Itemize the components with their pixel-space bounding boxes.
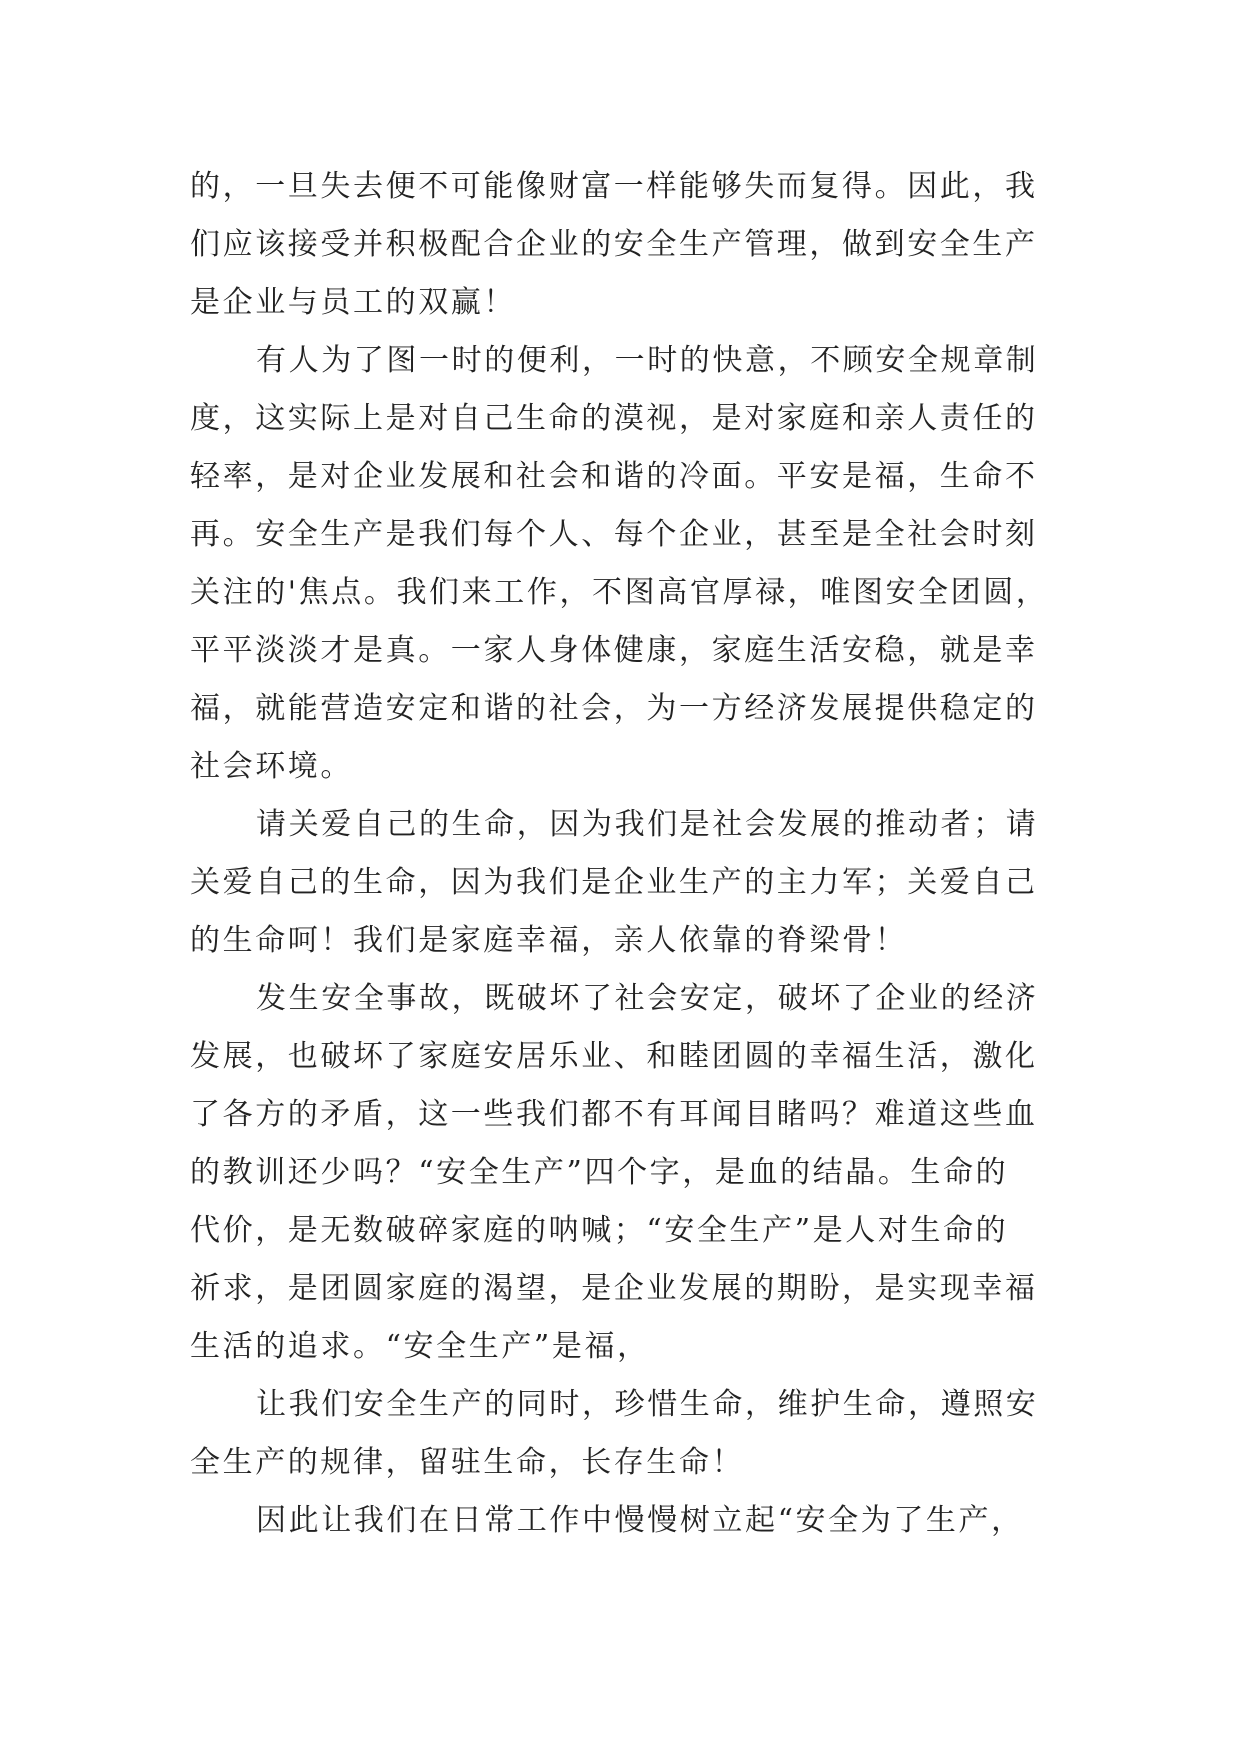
paragraph-1 — [190, 158, 1050, 332]
paragraph-line: 轻率，是对企业发展和社会和谐的冷面。平安是福，生命不 — [190, 459, 1038, 494]
paragraph-line: 祈求，是团圆家庭的渴望，是企业发展的期盼，是实现幸福 — [190, 1271, 1038, 1306]
paragraph-line: 的教训还少吗？“安全生产”四个字，是血的结晶。生命的 — [190, 1155, 1009, 1190]
paragraph-line: 再。安全生产是我们每个人、每个企业，甚至是全社会时刻 — [190, 517, 1038, 552]
paragraph-line: 的，一旦失去便不可能像财富一样能够失而复得。因此，我 — [190, 169, 1038, 204]
paragraph-line: 平平淡淡才是真。一家人身体健康，家庭生活安稳，就是幸 — [190, 633, 1038, 668]
paragraph-line: 福，就能营造安定和谐的社会，为一方经济发展提供稳定的 — [190, 691, 1038, 726]
paragraph-line: 发展，也破坏了家庭安居乐业、和睦团圆的幸福生活，激化 — [190, 1039, 1038, 1074]
paragraph-line: 度，这实际上是对自己生命的漠视，是对家庭和亲人责任的 — [190, 401, 1038, 436]
paragraph-line: 发生安全事故，既破坏了社会安定，破坏了企业的经济 — [256, 981, 1039, 1016]
paragraph-4 — [190, 970, 1050, 1376]
paragraph-line: 的生命呵！我们是家庭幸福，亲人依靠的脊梁骨！ — [190, 923, 908, 958]
paragraph-line: 请关爱自己的生命，因为我们是社会发展的推动者；请 — [256, 807, 1039, 842]
paragraph-2 — [190, 332, 1050, 796]
paragraph-line: 是企业与员工的双赢！ — [190, 285, 516, 320]
paragraph-line: 有人为了图一时的便利，一时的快意，不顾安全规章制 — [256, 343, 1039, 378]
paragraph-line: 了各方的矛盾，这一些我们都不有耳闻目睹吗？难道这些血 — [190, 1097, 1038, 1132]
paragraph-line: 们应该接受并积极配合企业的安全生产管理，做到安全生产 — [190, 227, 1038, 262]
paragraph-3 — [190, 796, 1050, 970]
paragraph-line: 让我们安全生产的同时，珍惜生命，维护生命，遵照安 — [256, 1387, 1039, 1422]
paragraph-line: 生活的追求。“安全生产”是福， — [190, 1329, 650, 1364]
paragraph-line: 社会环境。 — [190, 749, 353, 784]
paragraph-line: 代价，是无数破碎家庭的呐喊；“安全生产”是人对生命的 — [190, 1213, 1009, 1248]
paragraph-line: 关爱自己的生命，因为我们是企业生产的主力军；关爱自己 — [190, 865, 1038, 900]
paragraph-line: 全生产的规律，留驻生命，长存生命！ — [190, 1445, 745, 1480]
document-body — [190, 158, 1050, 1550]
paragraph-line: 因此让我们在日常工作中慢慢树立起“安全为了生产， — [256, 1503, 1024, 1538]
paragraph-line: 关注的'焦点。我们来工作，不图高官厚禄，唯图安全团圆， — [190, 575, 1049, 610]
paragraph-6 — [190, 1492, 1050, 1550]
paragraph-5 — [190, 1376, 1050, 1492]
